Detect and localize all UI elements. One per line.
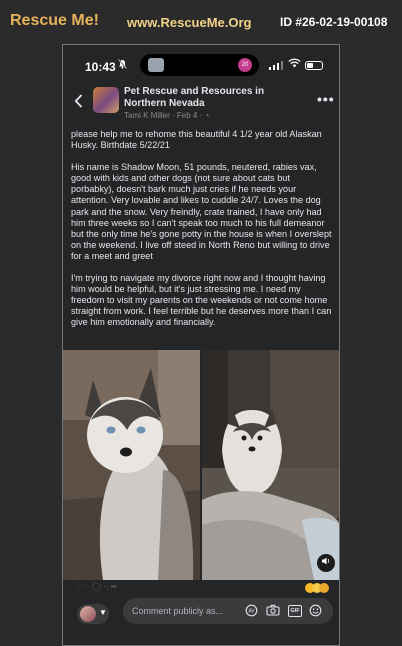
chevron-down-icon: ▼ bbox=[99, 608, 107, 617]
rescueme-banner bbox=[0, 0, 402, 42]
post-paragraph: please help me to rehome this beautiful 4 1/2 year old Alaskan Husky. Birthdate 5/22/21 bbox=[71, 129, 322, 151]
author-meta[interactable]: Tami K Miller · Feb 4 · bbox=[124, 111, 205, 120]
globe-icon: ◔ bbox=[204, 111, 210, 120]
listing-id: ID #26-02-19-00108 bbox=[280, 15, 388, 29]
photo-grid bbox=[63, 350, 339, 580]
gif-button[interactable]: GIF bbox=[288, 605, 302, 617]
sticker-icon[interactable] bbox=[245, 604, 258, 622]
back-arrow-icon[interactable] bbox=[74, 92, 83, 113]
post-text bbox=[71, 129, 335, 340]
post-paragraph: His name is Shadow Moon, 51 pounds, neutered, rabies vax, good with kids and other dogs (not sure about cats but porbabky), doesn't bark much just cries if he needs your attention. Very lovable and likes to cuddle 24/7. Loves the dog park and the snow. Very freindly, crate trained, I have only had him three weeks so I can't speak too much to his full demeanor but the only time he's gone potty in the house is when I overslept on the weekend. I live off steed in North Reno but willing to drive for a meet and greet bbox=[71, 162, 332, 261]
husky-photo-floor[interactable] bbox=[63, 350, 200, 580]
post-meta bbox=[124, 111, 209, 120]
brand-logo: Rescue Me! bbox=[10, 12, 99, 29]
post-header bbox=[63, 85, 339, 123]
reaction-emoji-icons[interactable] bbox=[305, 583, 329, 593]
husky-video-couch[interactable] bbox=[202, 350, 340, 580]
signal-icon bbox=[269, 61, 283, 70]
commenter-selector[interactable] bbox=[77, 604, 109, 624]
status-bar bbox=[63, 45, 339, 85]
comment-composer bbox=[63, 594, 339, 646]
emoji-icon[interactable] bbox=[309, 604, 322, 622]
comment-input[interactable] bbox=[123, 598, 333, 624]
comment-placeholder: Comment publicly as... bbox=[132, 606, 224, 616]
battery-icon bbox=[305, 61, 323, 70]
more-icon[interactable]: ••• bbox=[317, 91, 335, 107]
reaction-bar bbox=[63, 580, 339, 594]
svg-text:AV: AV bbox=[248, 608, 255, 615]
group-avatar[interactable] bbox=[93, 87, 119, 113]
post-paragraph: I'm trying to navigate my divorce right now and I thought having him would be helpful, but it's just stressing me. I need my freedom to visit my parents on the weekends or not come home straight from work. I feel terrible but he deserves more than I can give him emotionally and financially. bbox=[71, 273, 332, 328]
action-icons-faded: ♡ ·· ◯ ·· ➦ bbox=[75, 582, 118, 591]
avatar bbox=[80, 606, 96, 622]
bell-off-icon bbox=[118, 59, 127, 72]
mute-icon[interactable] bbox=[317, 554, 335, 572]
camera-icon[interactable] bbox=[266, 604, 280, 621]
site-url: www.RescueMe.Org bbox=[127, 15, 252, 30]
clock: 10:43 bbox=[85, 60, 116, 74]
phone-screenshot bbox=[62, 44, 340, 646]
group-name[interactable]: Pet Rescue and Resources in Northern Nevada bbox=[124, 86, 265, 109]
media-thumbnail bbox=[148, 58, 164, 72]
wifi-icon bbox=[288, 58, 301, 71]
island-badge: 20 bbox=[238, 58, 252, 72]
dynamic-island bbox=[140, 54, 259, 76]
